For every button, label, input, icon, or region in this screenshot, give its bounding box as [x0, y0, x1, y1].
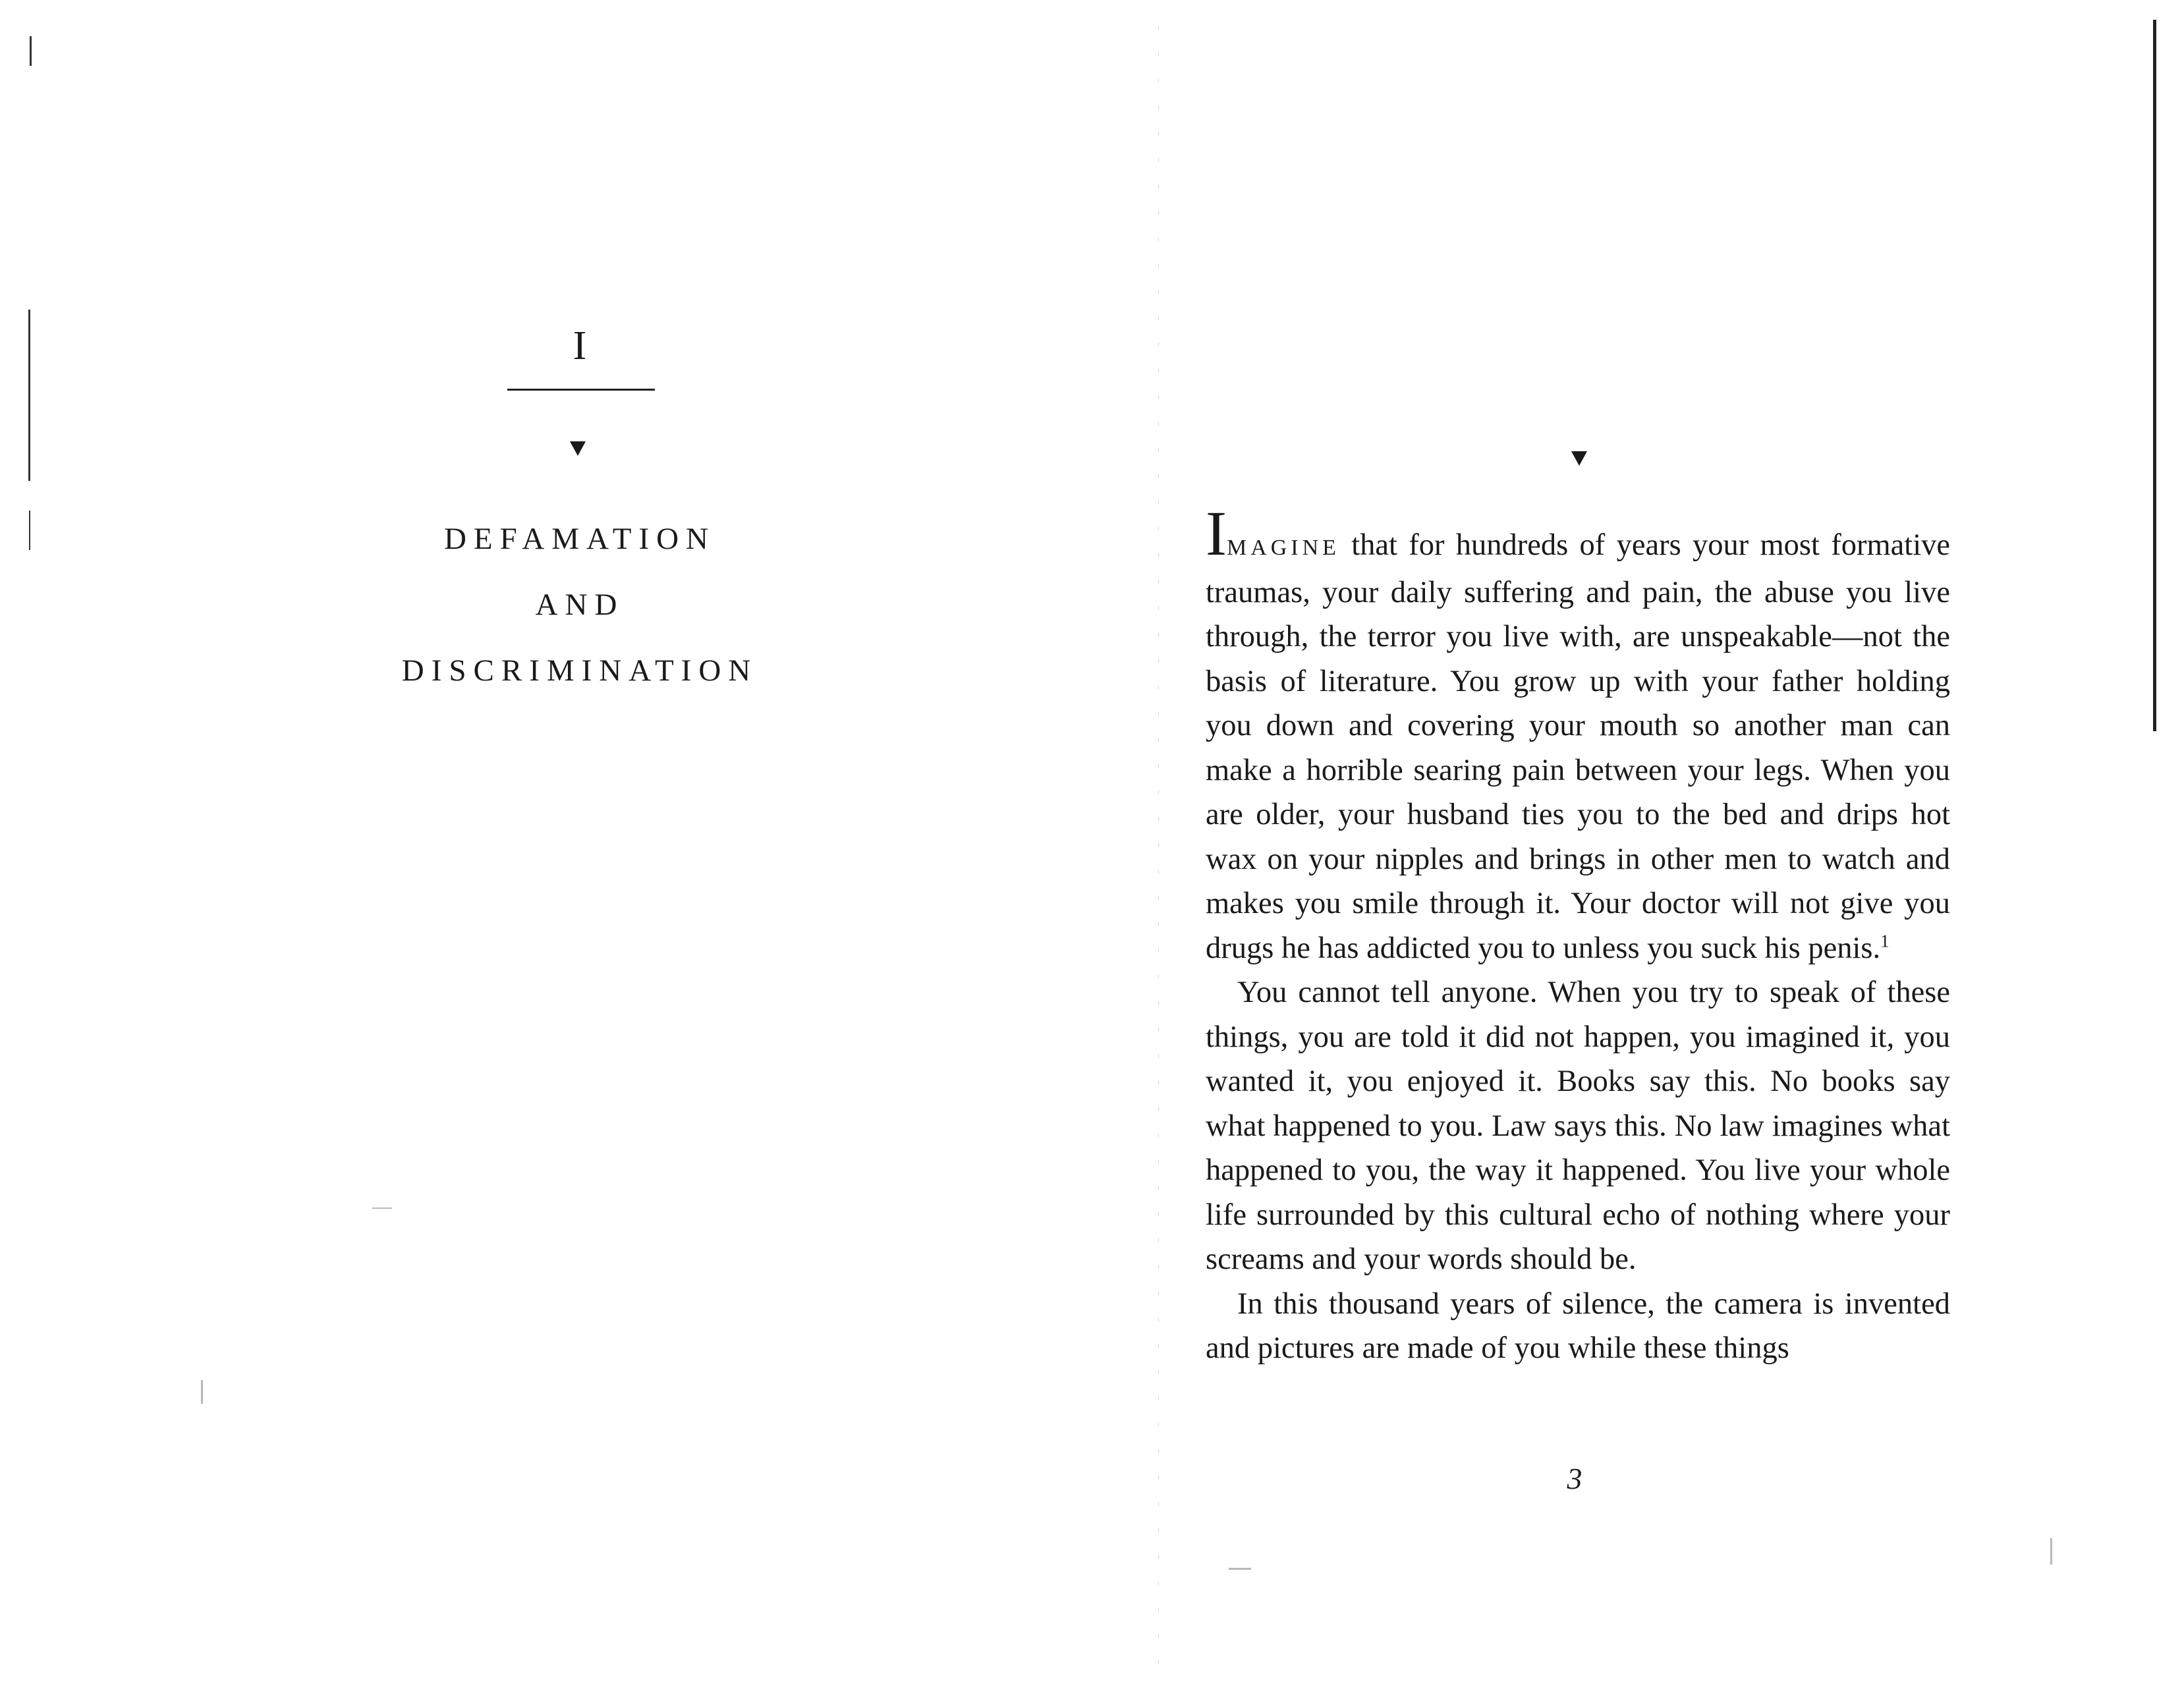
book-gutter	[1158, 26, 1159, 1673]
paragraph-text: that for hundreds of years your most formative traumas, your daily suffering and pain, the abuse you live through, the terror you live with, are unspeakable—not the basis of literature. You grow up with your father holding you down and covering your mouth so another man can make a horrible searing pain between your legs. When you are older, your husband ties you to the bed and drips hot wax on your nipples and brings in other men to watch and makes you smile through it. Your doctor will not give you drugs he has addicted you to unless you suck his penis.	[1206, 528, 1950, 965]
opening-small-caps: MAGINE	[1226, 536, 1340, 560]
footnote-marker: 1	[1880, 931, 1890, 951]
triangle-ornament-icon	[1571, 451, 1587, 466]
scan-edge-mark	[28, 310, 30, 481]
body-text	[1206, 498, 1950, 1371]
paragraph-1	[1206, 498, 1950, 970]
scan-edge-mark	[30, 36, 32, 66]
scan-edge-mark	[2153, 20, 2156, 731]
scan-speck	[372, 1207, 392, 1209]
paragraph-3: In this thousand years of silence, the camera is invented and pictures are made of you while these things	[1206, 1287, 1950, 1365]
scan-speck	[201, 1380, 203, 1404]
chapter-title-line: DISCRIMINATION	[401, 653, 758, 688]
scan-speck	[1229, 1568, 1251, 1570]
chapter-title	[316, 506, 843, 704]
paragraph-2: You cannot tell anyone. When you try to speak of these things, you are told it did not happen, you imagined it, you wanted it, you enjoyed it. Books say this. No books say what happened to you. Law says this. No law imagines what happened to you, the way it happened. You live your whole life surrounded by this cultural echo of nothing where your screams and your words should be.	[1206, 976, 1950, 1276]
scan-edge-mark	[29, 511, 30, 550]
chapter-title-line: AND	[535, 588, 625, 622]
page-number: 3	[1567, 1462, 1582, 1495]
chapter-title-line: DEFAMATION	[443, 522, 715, 556]
drop-cap: I	[1206, 498, 1227, 569]
chapter-rule	[507, 389, 655, 391]
scan-speck	[2050, 1538, 2052, 1565]
triangle-ornament-icon	[570, 441, 586, 456]
chapter-number: I	[573, 323, 587, 368]
